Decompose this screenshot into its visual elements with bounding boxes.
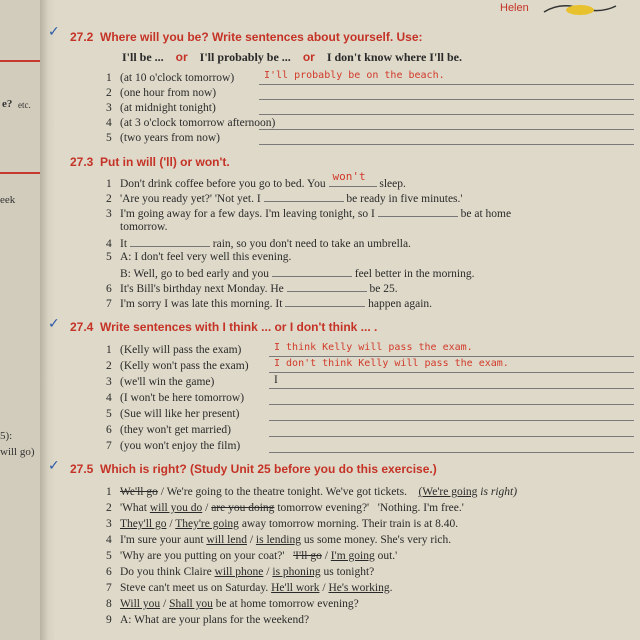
answer-line[interactable] (259, 84, 634, 85)
ex273-item-2: 2 'Are you ready yet?' 'Not yet. I be ready in five minutes.' (106, 193, 463, 205)
item-cue: (Kelly won't pass the exam) (120, 360, 249, 372)
item-number: 7 (106, 440, 112, 452)
list-item (106, 424, 231, 436)
list-item (106, 132, 220, 144)
list-item (106, 87, 216, 99)
item-number: 5 (106, 408, 112, 420)
item-number: 3 (106, 376, 112, 388)
left-fragment: will go) (0, 446, 35, 458)
item-number: 6 (106, 424, 112, 436)
left-fragment: etc. (18, 100, 31, 110)
ex273-item-5: 5 A: I don't feel very well this evening. (106, 251, 292, 263)
item-cue: (I won't be here tomorrow) (120, 392, 245, 404)
ex275-item-2: 2 'What will you do / are you doing tomorrow evening?' 'Nothing. I'm free.' (106, 502, 464, 514)
item-number: 5 (106, 132, 112, 144)
exercise-heading: 27.3 Put in will ('ll) or won't. (70, 155, 230, 169)
list-item (106, 440, 240, 452)
item-cue: (Sue will like her present) (120, 408, 240, 420)
list-item (106, 376, 214, 388)
ex273-item-6: 6 It's Bill's birthday next Monday. He be 25. (106, 283, 398, 295)
ex273-item-1: 1 Don't drink coffee before you go to bed. You won't sleep. (106, 170, 406, 190)
answer-line[interactable] (259, 114, 634, 115)
item-number: 1 (106, 344, 112, 356)
tick-mark-icon: ✓ (48, 316, 60, 332)
item-cue: (you won't enjoy the film) (120, 440, 241, 452)
exercise-heading: 27.4 Write sentences with I think ... or I don't think ... . (70, 320, 378, 334)
cartoon-illustration-icon (540, 0, 620, 16)
answer-line[interactable] (269, 452, 634, 453)
handwritten-answer: I think Kelly will pass the exam. (274, 342, 473, 353)
list-item (106, 117, 275, 129)
ex275-item-9: 9 A: What are your plans for the weekend? (106, 614, 310, 626)
item-cue: (at 10 o'clock tomorrow) (120, 72, 235, 84)
answer-line[interactable] (259, 144, 634, 145)
ex275-item-7: 7 Steve can't meet us on Saturday. He'll work / He's working. (106, 582, 393, 594)
workbook-page (48, 0, 640, 640)
left-fragment: eek (0, 194, 16, 206)
item-number: 2 (106, 87, 112, 99)
left-page-edge (0, 0, 44, 640)
item-number: 3 (106, 102, 112, 114)
answer-line[interactable] (269, 372, 634, 373)
list-item (106, 344, 241, 356)
left-fragment: 5): (0, 430, 13, 442)
answer-line[interactable] (269, 404, 634, 405)
exercise-heading: 27.5 Which is right? (Study Unit 25 before you do this exercise.) (70, 462, 437, 476)
item-cue: (two years from now) (120, 132, 220, 144)
ex275-item-1: 1 We'll go / We're going to the theatre tonight. We've got tickets. (We're going is right) (106, 486, 518, 498)
list-item (106, 408, 239, 420)
header-name: Helen (500, 2, 529, 14)
item-number: 2 (106, 360, 112, 372)
list-item (106, 360, 249, 372)
answer-line[interactable] (269, 356, 634, 357)
item-cue: (at 3 o'clock tomorrow afternoon) (120, 117, 276, 129)
answer-line[interactable] (269, 436, 634, 437)
ex273-item-7: 7 I'm sorry I was late this morning. It happen again. (106, 298, 433, 310)
handwritten-answer: won't (332, 170, 366, 183)
item-number: 4 (106, 392, 112, 404)
list-item (106, 102, 216, 114)
list-item (106, 392, 244, 404)
ex273-item-3: 3 I'm going away for a few days. I'm leaving tonight, so I be at home (106, 208, 512, 220)
item-cue: (at midnight tonight) (120, 102, 216, 114)
handwritten-answer: I (274, 374, 278, 386)
ex273-item-4: 4 It rain, so you don't need to take an umbrella. (106, 238, 411, 250)
ex273-item-5b: B: Well, go to bed early and you feel better in the morning. (120, 268, 475, 280)
item-cue: (Kelly will pass the exam) (120, 344, 242, 356)
prompt-options: I'll be ... or I'll probably be ... or I don't know where I'll be. (122, 50, 462, 64)
ex275-item-5: 5 'Why are you putting on your coat?' 'I'll go / I'm going out.' (106, 550, 398, 562)
item-number: 1 (106, 72, 112, 84)
answer-line[interactable] (269, 420, 634, 421)
tick-mark-icon: ✓ (48, 24, 60, 40)
list-item (106, 72, 234, 84)
answer-line[interactable] (259, 129, 634, 130)
ex275-item-4: 4 I'm sure your aunt will lend / is lending us some money. She's very rich. (106, 534, 452, 546)
item-number: 4 (106, 117, 112, 129)
tick-mark-icon: ✓ (48, 458, 60, 474)
handwritten-answer: I'll probably be on the beach. (264, 70, 445, 81)
item-cue: (they won't get married) (120, 424, 231, 436)
ex275-item-6: 6 Do you think Claire will phone / is phoning us tonight? (106, 566, 375, 578)
exercise-heading: 27.2 Where will you be? Write sentences about yourself. Use: (70, 30, 423, 44)
ex273-item-3-cont: tomorrow. (120, 221, 168, 233)
item-cue: (we'll win the game) (120, 376, 215, 388)
handwritten-answer: I don't think Kelly will pass the exam. (274, 358, 509, 369)
item-cue: (one hour from now) (120, 87, 217, 99)
left-red-box (0, 60, 42, 174)
answer-line[interactable] (269, 388, 634, 389)
ex275-item-8: 8 Will you / Shall you be at home tomorrow evening? (106, 598, 359, 610)
left-fragment: e? (2, 98, 13, 110)
answer-line[interactable] (259, 99, 634, 100)
ex275-item-3: 3 They'll go / They're going away tomorrow morning. Their train is at 8.40. (106, 518, 459, 530)
